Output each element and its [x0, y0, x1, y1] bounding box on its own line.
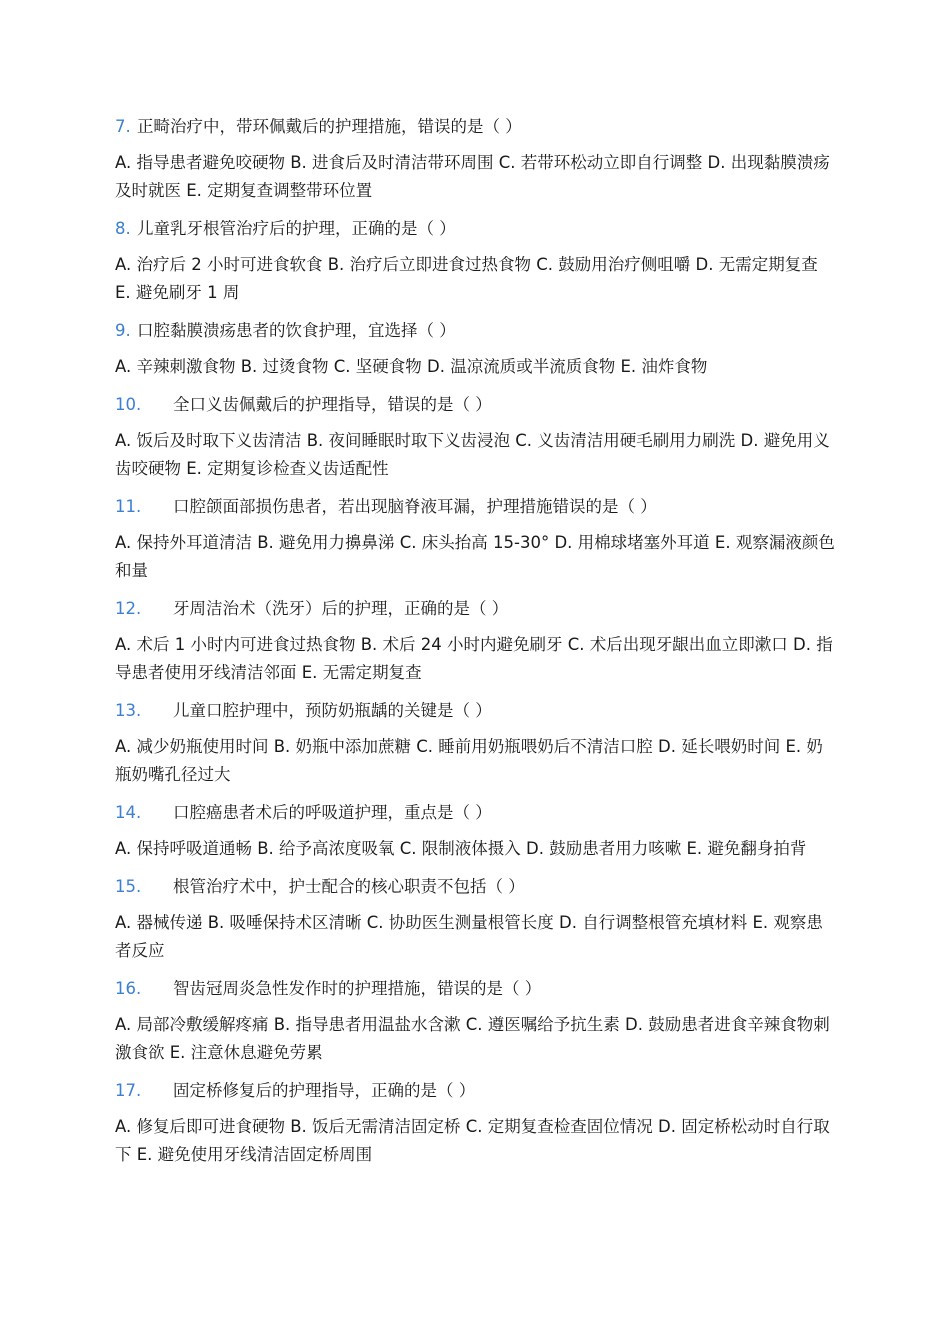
question-9: [115, 317, 835, 381]
question-options: A. 保持呼吸道通畅 B. 给予高浓度吸氧 C. 限制液体摄入 D. 鼓励患者用力咳嗽 E. 避免翻身拍背: [115, 839, 807, 858]
question-stem: [115, 493, 835, 521]
question-stem: [115, 317, 835, 345]
question-options: A. 修复后即可进食硬物 B. 饭后无需清洁固定桥 C. 定期复查检查固位情况 D. 固定桥松动时自行取下 E. 避免使用牙线清洁固定桥周围: [115, 1117, 830, 1164]
question-stem: [115, 215, 835, 243]
question-12: [115, 595, 835, 687]
question-number: 12.: [115, 599, 142, 618]
question-list: [115, 113, 835, 1179]
question-text: 儿童乳牙根管治疗后的护理，正确的是（ ）: [137, 219, 456, 238]
question-options: A. 器械传递 B. 吸唾保持术区清晰 C. 协助医生测量根管长度 D. 自行调整根管充填材料 E. 观察患者反应: [115, 913, 823, 960]
question-text: 口腔黏膜溃疡患者的饮食护理，宜选择（ ）: [137, 321, 456, 340]
question-7: [115, 113, 835, 205]
question-number: 11.: [115, 497, 142, 516]
question-stem: [115, 697, 835, 725]
question-number: 7.: [115, 117, 131, 136]
question-stem: [115, 113, 835, 141]
question-stem: [115, 391, 835, 419]
question-stem: [115, 873, 835, 901]
question-number: 13.: [115, 701, 142, 720]
question-text: 根管治疗术中，护士配合的核心职责不包括（ ）: [173, 877, 525, 896]
question-number: 17.: [115, 1081, 142, 1100]
question-options: A. 局部冷敷缓解疼痛 B. 指导患者用温盐水含漱 C. 遵医嘱给予抗生素 D. 鼓励患者进食辛辣食物刺激食欲 E. 注意休息避免劳累: [115, 1015, 830, 1062]
question-stem: [115, 1077, 835, 1105]
question-options: A. 辛辣刺激食物 B. 过烫食物 C. 坚硬食物 D. 温凉流质或半流质食物 E. 油炸食物: [115, 357, 708, 376]
question-text: 全口义齿佩戴后的护理指导，错误的是（ ）: [173, 395, 492, 414]
question-13: [115, 697, 835, 789]
question-16: [115, 975, 835, 1067]
question-number: 9.: [115, 321, 131, 340]
question-stem: [115, 595, 835, 623]
question-options: A. 治疗后 2 小时可进食软食 B. 治疗后立即进食过热食物 C. 鼓励用治疗侧咀嚼 D. 无需定期复查 E. 避免刷牙 1 周: [115, 255, 818, 302]
question-stem: [115, 975, 835, 1003]
question-text: 正畸治疗中，带环佩戴后的护理措施，错误的是（ ）: [137, 117, 522, 136]
question-10: [115, 391, 835, 483]
question-options: A. 指导患者避免咬硬物 B. 进食后及时清洁带环周围 C. 若带环松动立即自行调整 D. 出现黏膜溃疡及时就医 E. 定期复查调整带环位置: [115, 153, 830, 200]
question-text: 口腔颌面部损伤患者，若出现脑脊液耳漏，护理措施错误的是（ ）: [173, 497, 657, 516]
question-text: 牙周洁治术（洗牙）后的护理，正确的是（ ）: [173, 599, 509, 618]
question-11: [115, 493, 835, 585]
question-text: 儿童口腔护理中，预防奶瓶龋的关键是（ ）: [173, 701, 492, 720]
question-stem: [115, 799, 835, 827]
question-options: A. 饭后及时取下义齿清洁 B. 夜间睡眠时取下义齿浸泡 C. 义齿清洁用硬毛刷用力刷洗 D. 避免用义齿咬硬物 E. 定期复诊检查义齿适配性: [115, 431, 830, 478]
question-text: 智齿冠周炎急性发作时的护理措施，错误的是（ ）: [173, 979, 542, 998]
question-number: 10.: [115, 395, 142, 414]
question-options: A. 减少奶瓶使用时间 B. 奶瓶中添加蔗糖 C. 睡前用奶瓶喂奶后不清洁口腔 D. 延长喂奶时间 E. 奶瓶奶嘴孔径过大: [115, 737, 823, 784]
question-text: 口腔癌患者术后的呼吸道护理，重点是（ ）: [173, 803, 492, 822]
question-14: [115, 799, 835, 863]
question-number: 15.: [115, 877, 142, 896]
question-number: 8.: [115, 219, 131, 238]
question-text: 固定桥修复后的护理指导，正确的是（ ）: [173, 1081, 476, 1100]
question-options: A. 术后 1 小时内可进食过热食物 B. 术后 24 小时内避免刷牙 C. 术后出现牙龈出血立即漱口 D. 指导患者使用牙线清洁邻面 E. 无需定期复查: [115, 635, 833, 682]
question-number: 14.: [115, 803, 142, 822]
question-8: [115, 215, 835, 307]
question-17: [115, 1077, 835, 1169]
question-options: A. 保持外耳道清洁 B. 避免用力擤鼻涕 C. 床头抬高 15-30° D. 用棉球堵塞外耳道 E. 观察漏液颜色和量: [115, 533, 835, 580]
question-15: [115, 873, 835, 965]
question-number: 16.: [115, 979, 142, 998]
